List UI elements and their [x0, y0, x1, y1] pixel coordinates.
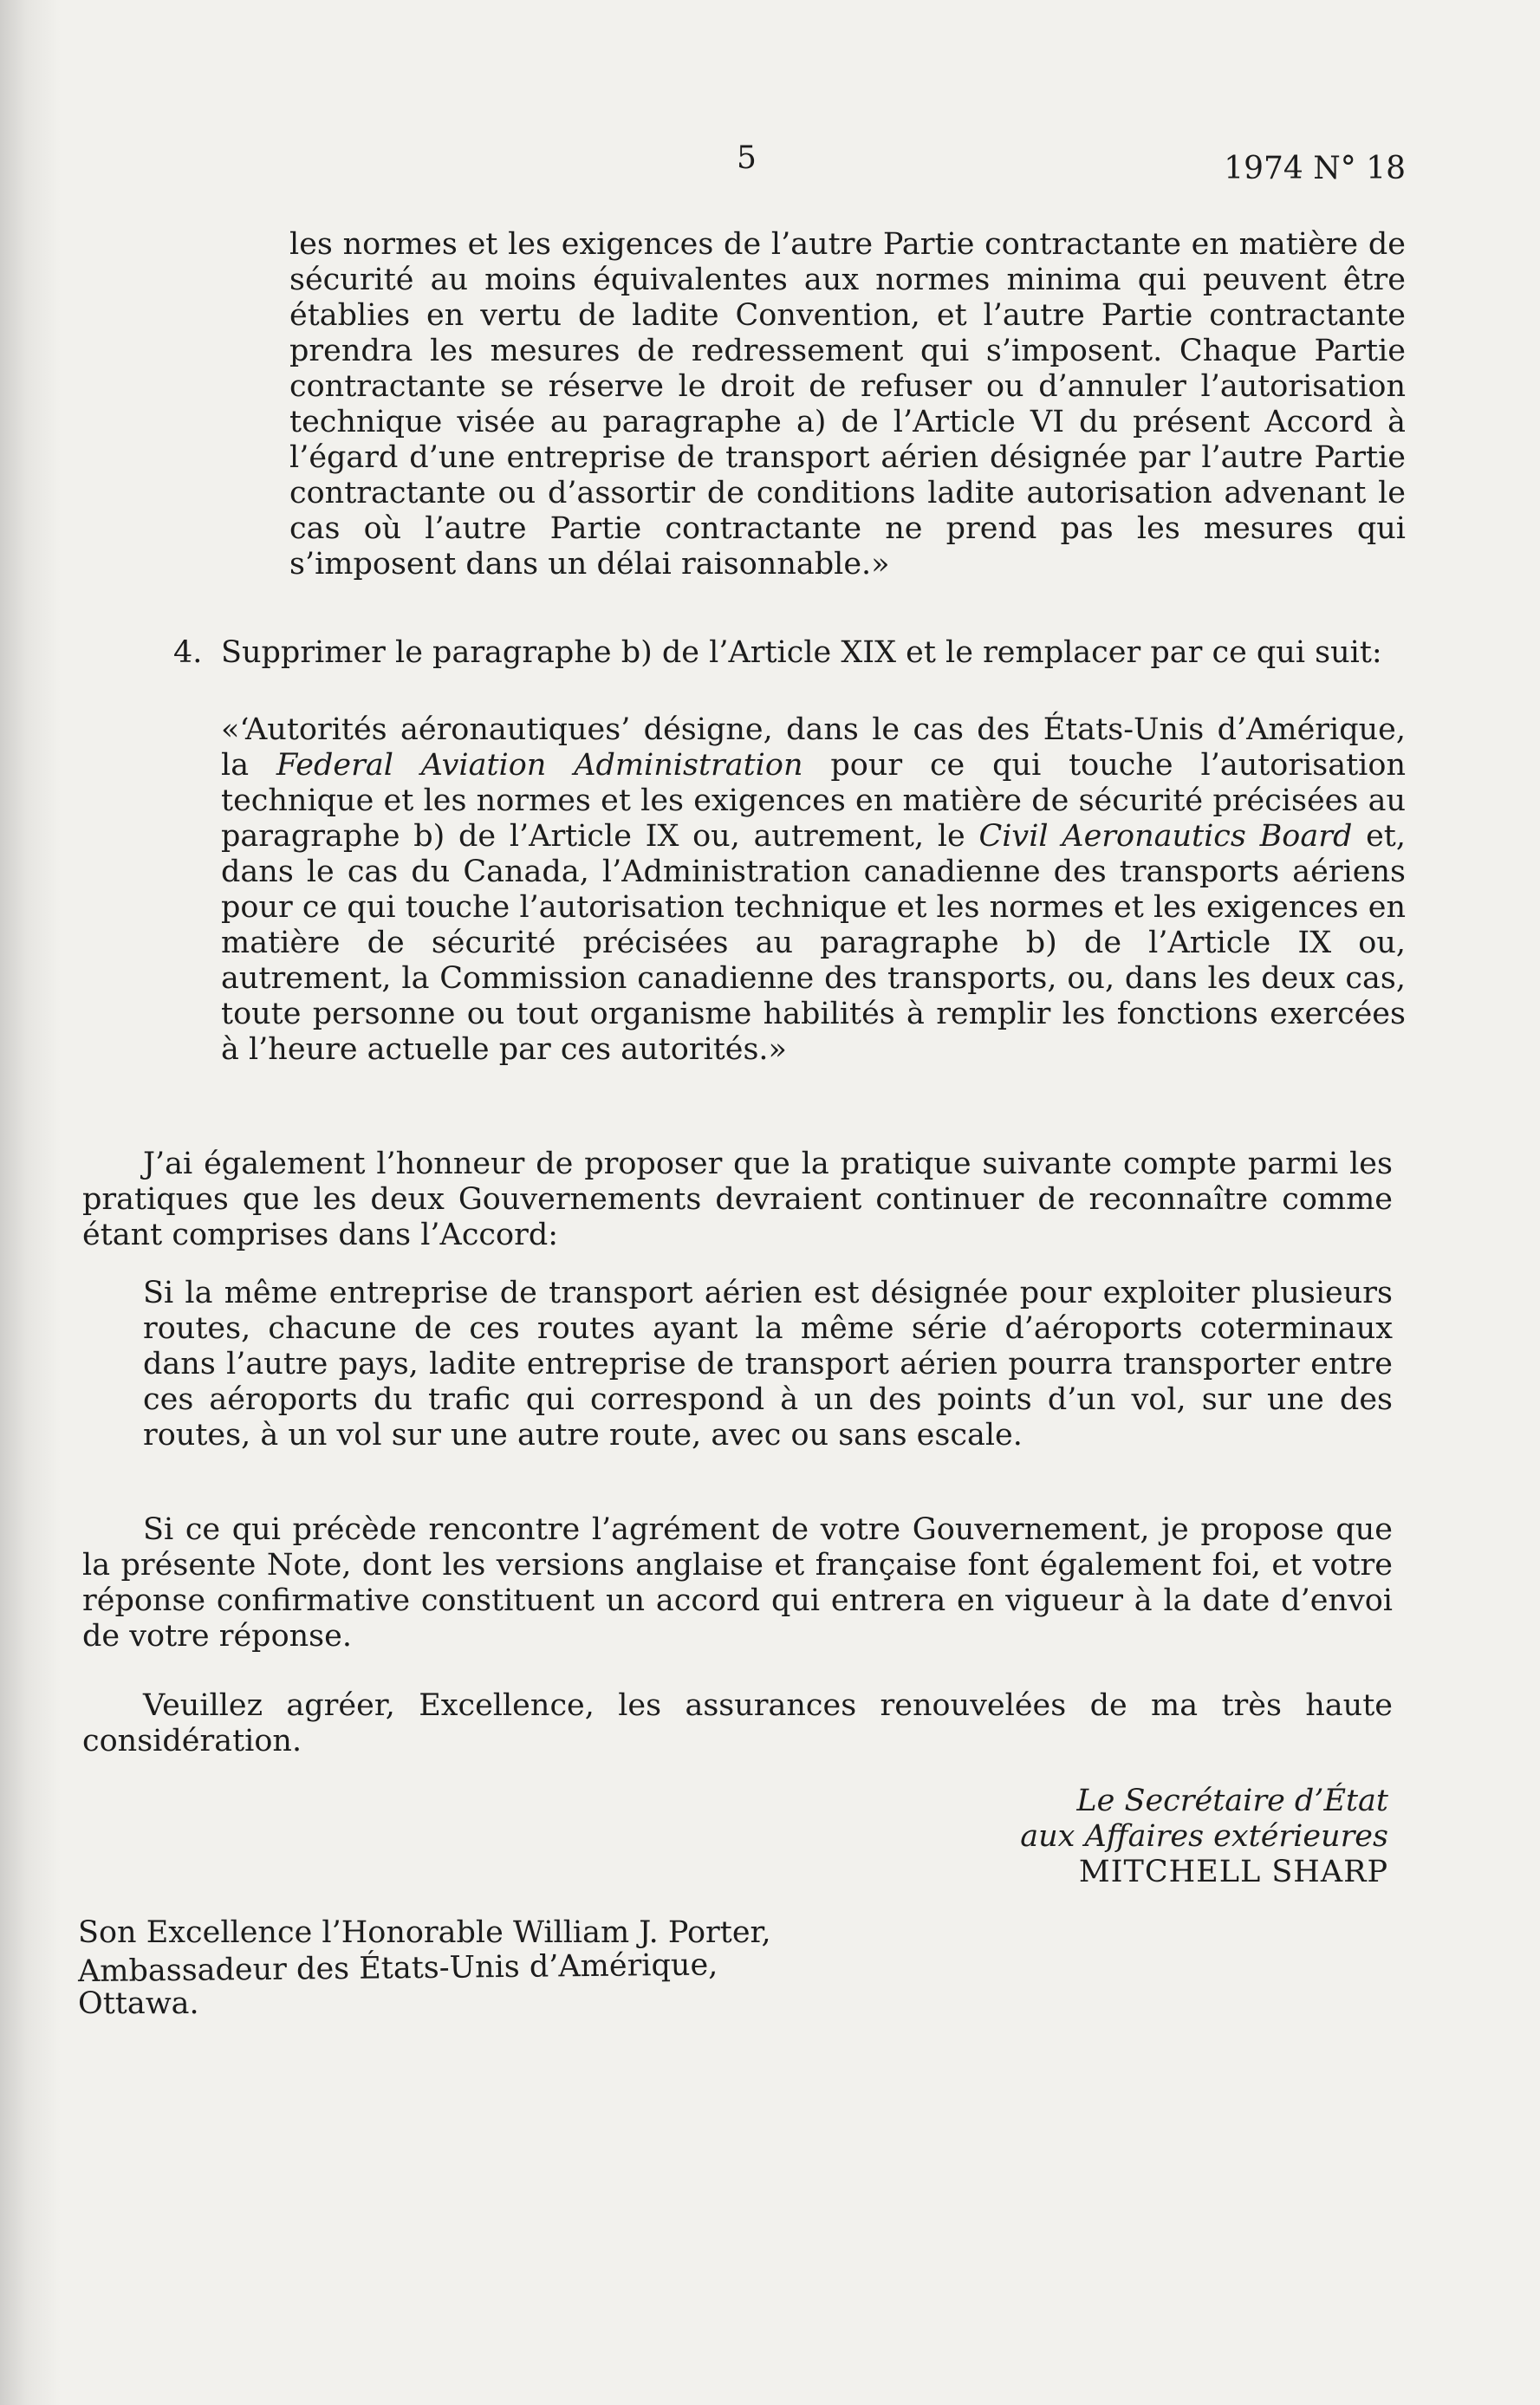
- signature-block: [1020, 1784, 1388, 1890]
- addressee-line-1: Son Excellence l’Honorable William J. Porter,: [78, 1915, 771, 1950]
- practice-paragraph: Si la même entreprise de transport aérien est désignée pour exploiter plusieurs routes, chacune de ces routes ayant la même série d’aéroports coterminaux dans l’autre pays, ladite entreprise de transport aérien pourra transporter entre ces aéroports du trafic qui correspond à un des points d’un vol, sur une des routes, à un vol sur une autre route, avec ou sans escale.: [143, 1276, 1393, 1453]
- proposal-paragraph: Si ce qui précède rencontre l’agrément de votre Gouvernement, je propose que la présente Note, dont les versions anglaise et française font également foi, et votre réponse confirmative constituent un accord qui entrera en vigueur à la date d’envoi de votre réponse.: [82, 1512, 1393, 1654]
- closing-paragraph: Veuillez agréer, Excellence, les assurances renouvelées de ma très haute considération.: [82, 1688, 1393, 1758]
- signature-title-line-1: Le Secrétaire d’État: [1076, 1784, 1388, 1818]
- quote-part-1: «‘Autorités aéronautiques’ désigne, dans le cas des États-Unis d’Amérique, la: [221, 712, 1406, 783]
- quote-part-3: et, dans le cas du Canada, l’Administration canadienne des transports aériens pour ce qui touche l’autorisation technique et les normes et les exigences en matière de sécurité précisées au paragraphe b) de l’Article IX ou, autrement, la Commission canadienne des transports, ou, dans les deux cas, toute personne ou tout organisme habilités à remplir les fonctions exercées à l’heure actuelle par ces autorités.»: [221, 819, 1406, 1067]
- quoted-definition: [221, 712, 1406, 1068]
- item-4-text: Supprimer le paragraphe b) de l’Article XIX et le remplacer par ce qui suit:: [221, 635, 1382, 670]
- signature-title-line-2: aux Affaires extérieures: [1020, 1819, 1388, 1854]
- cab-name: Civil Aeronautics Board: [978, 819, 1353, 854]
- quote-part-2: pour ce qui touche l’autorisation technique et les normes et les exigences en matière de sécurité précisées au paragraphe b) de l’Article IX ou, autrement, le: [221, 748, 1406, 854]
- addressee-line-3: Ottawa.: [78, 1986, 199, 2021]
- signatory-name: MITCHELL SHARP: [1078, 1855, 1388, 1889]
- faa-name: Federal Aviation Administration: [276, 748, 803, 783]
- item-number: 4.: [173, 635, 203, 670]
- practice-intro-paragraph: J’ai également l’honneur de proposer que la pratique suivante compte parmi les pratiques que les deux Gouvernements devraient continuer de reconnaître comme étant comprises dans l’Accord:: [82, 1147, 1393, 1252]
- page-number: 5: [737, 140, 757, 176]
- continuation-paragraph: les normes et les exigences de l’autre Partie contractante en matière de sécurité au moins équivalentes aux normes minima qui peuvent être établies en vertu de ladite Convention, et l’autre Partie contractante prendra les mesures de redressement qui s’imposent. Chaque Partie contractante se réserve le droit de refuser ou d’annuler l’autorisation technique visée au paragraphe a) de l’Article VI du présent Accord à l’égard d’une entreprise de transport aérien désignée par l’autre Partie contractante ou d’assortir de conditions ladite autorisation advenant le cas où l’autre Partie contractante ne prend pas les mesures qui s’imposent dans un délai raisonnable.»: [289, 227, 1406, 582]
- addressee-block: [78, 1915, 771, 2022]
- treaty-reference: 1974 N° 18: [1224, 151, 1406, 186]
- addressee-line-2: Ambassadeur des États-Unis d’Amérique,: [77, 1947, 718, 1990]
